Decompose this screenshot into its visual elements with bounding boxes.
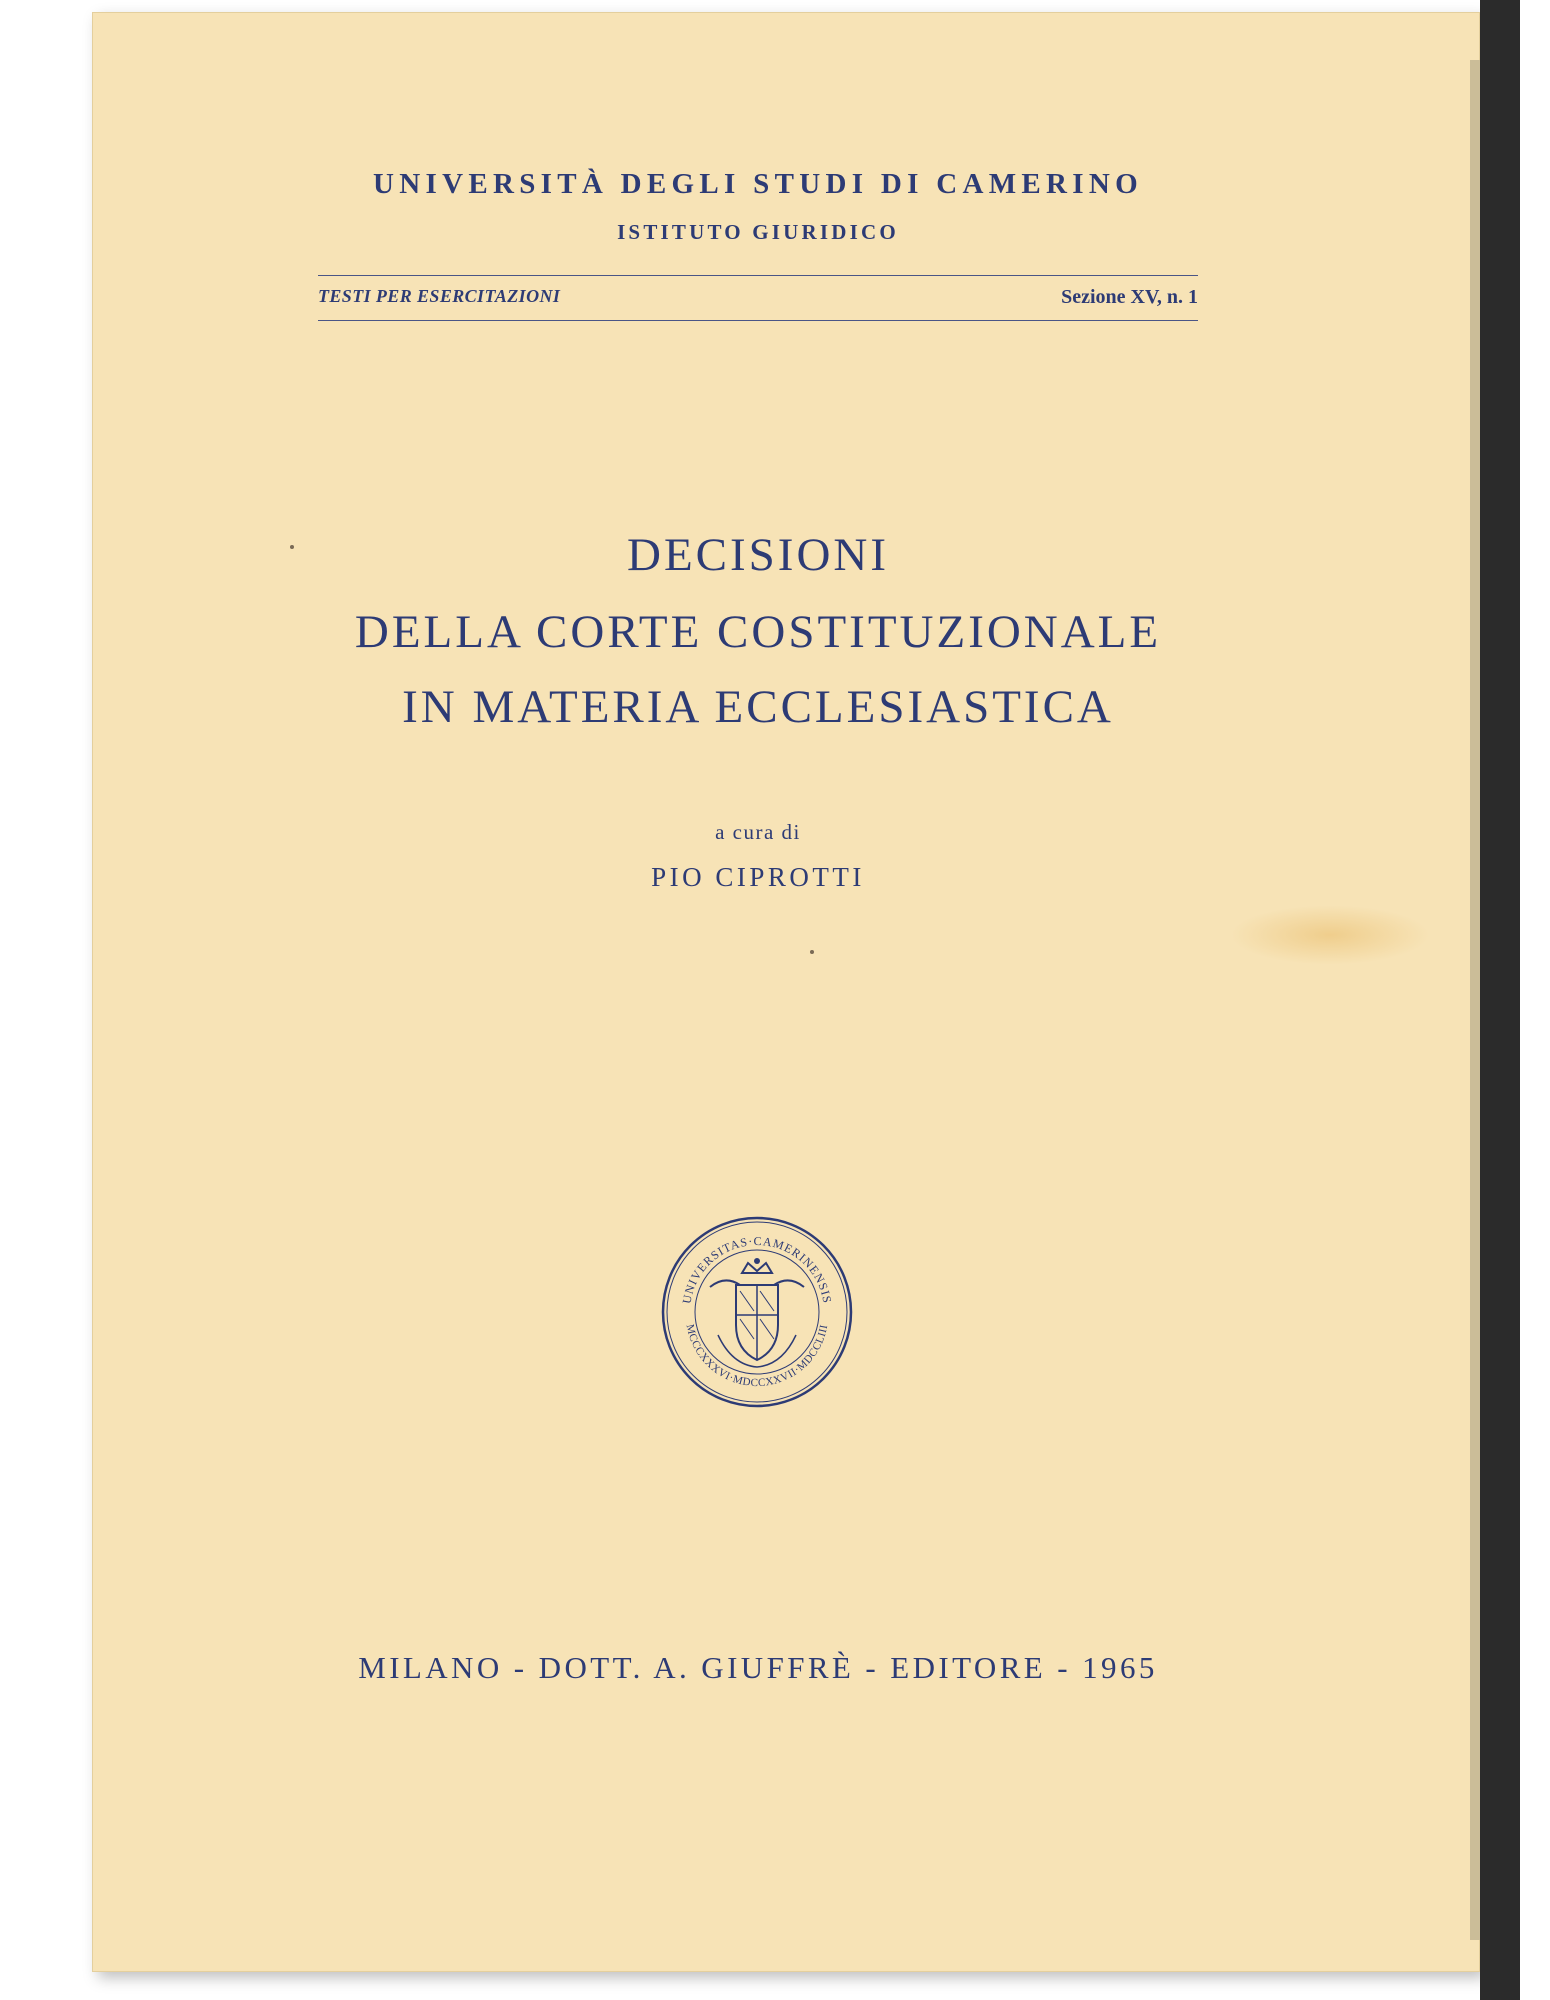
publisher-imprint: MILANO - DOTT. A. GIUFFRÈ - EDITORE - 1965	[358, 1650, 1158, 1685]
header-rule-bottom	[318, 320, 1198, 321]
header-rule-top	[318, 275, 1198, 276]
paper-stain	[1230, 905, 1430, 965]
university-seal-icon	[660, 1215, 854, 1409]
book-title-line-1: DECISIONI	[627, 529, 889, 581]
university-name: UNIVERSITÀ DEGLI STUDI DI CAMERINO	[373, 168, 1143, 200]
series-section: Sezione XV, n. 1	[1061, 286, 1198, 308]
book-title-line-3: IN MATERIA ECCLESIASTICA	[402, 681, 1114, 733]
curator-label: a cura di	[715, 820, 801, 844]
institute-name: ISTITUTO GIURIDICO	[617, 220, 899, 244]
series-name: TESTI PER ESERCITAZIONI	[318, 286, 561, 306]
seal-top-text: UNIVERSITAS·CAMERINENSIS	[679, 1233, 835, 1305]
scan-border	[1480, 0, 1520, 2000]
curator-name: PIO CIPROTTI	[651, 862, 865, 892]
seal-bottom-text: MCCCXXXVI·MDCCXXVII·MDCCLIII	[683, 1323, 831, 1390]
paper-speck	[290, 545, 294, 549]
paper-speck	[810, 950, 814, 954]
book-title-line-2: DELLA CORTE COSTITUZIONALE	[354, 606, 1162, 658]
